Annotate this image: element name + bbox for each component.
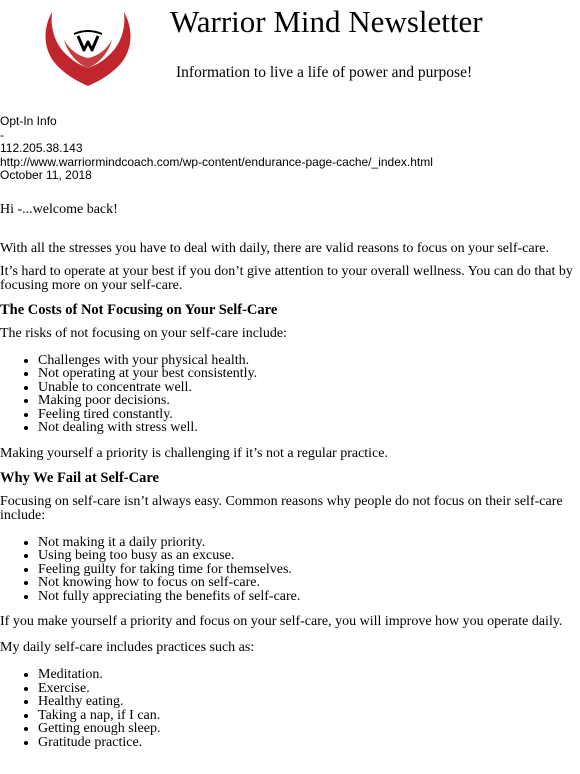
list-item: • Not dealing with stress well. <box>38 421 580 435</box>
section-heading-costs: The Costs of Not Focusing on Your Self-Care <box>0 301 278 318</box>
list-item: • Gratitude practice. <box>38 736 580 750</box>
optin-label: Opt-In Info <box>0 114 57 128</box>
paragraph-2: It’s hard to operate at your best if you don’t give attention to your overall wellness. You can do that by focusing more on your self-care. <box>0 263 573 293</box>
list-item: • Not fully appreciating the benefits of self-care. <box>38 590 580 604</box>
list-item: • Healthy eating. <box>38 695 580 709</box>
list-item: • Getting enough sleep. <box>38 722 580 736</box>
warrior-logo-icon <box>40 10 136 88</box>
list-item: • Feeling guilty for taking time for themselves. <box>38 563 580 577</box>
newsletter-body <box>0 203 580 750</box>
optin-name: - <box>0 127 4 142</box>
list-item: • Exercise. <box>38 682 580 696</box>
paragraph-3: The risks of not focusing on your self-care include: <box>0 325 287 341</box>
list-item: • Making poor decisions. <box>38 394 580 408</box>
list-item: • Not making it a daily priority. <box>38 536 580 550</box>
optin-ip: 112.205.38.143 <box>0 141 83 156</box>
list-item: • Meditation. <box>38 668 580 682</box>
list-item: • Taking a nap, if I can. <box>38 709 580 723</box>
list-item: • Not knowing how to focus on self-care. <box>38 576 580 590</box>
newsletter-header <box>0 0 580 102</box>
newsletter-title: Warrior Mind Newsletter <box>170 4 483 39</box>
list-item: • Challenges with your physical health. <box>38 354 580 368</box>
newsletter-tagline: Information to live a life of power and purpose! <box>176 64 473 81</box>
list-item: • Unable to concentrate well. <box>38 381 580 395</box>
section-heading-fail: Why We Fail at Self-Care <box>0 469 159 486</box>
optin-date: October 11, 2018 <box>0 168 92 183</box>
optin-info <box>0 115 580 183</box>
reasons-list <box>0 536 580 604</box>
paragraph-4: Making yourself a priority is challenging if it’s not a regular practice. <box>0 445 388 461</box>
paragraph-7: My daily self-care includes practices such as: <box>0 640 255 656</box>
list-item: • Using being too busy as an excuse. <box>38 549 580 563</box>
list-item: • Not operating at your best consistently. <box>38 367 580 381</box>
list-item: • Feeling tired constantly. <box>38 408 580 422</box>
optin-url: http://www.warriormindcoach.com/wp-content/endurance-page-cache/_index.html <box>0 154 433 169</box>
greeting: Hi -...welcome back! <box>0 201 118 217</box>
paragraph-6: If you make yourself a priority and focus on your self-care, you will improve how you operate daily. <box>0 614 563 630</box>
practices-list <box>0 668 580 749</box>
risks-list <box>0 354 580 435</box>
paragraph-1: With all the stresses you have to deal with daily, there are valid reasons to focus on your self-care. <box>0 240 550 256</box>
paragraph-5: Focusing on self-care isn’t always easy. Common reasons why people do not focus on their self-care include: <box>0 493 563 523</box>
